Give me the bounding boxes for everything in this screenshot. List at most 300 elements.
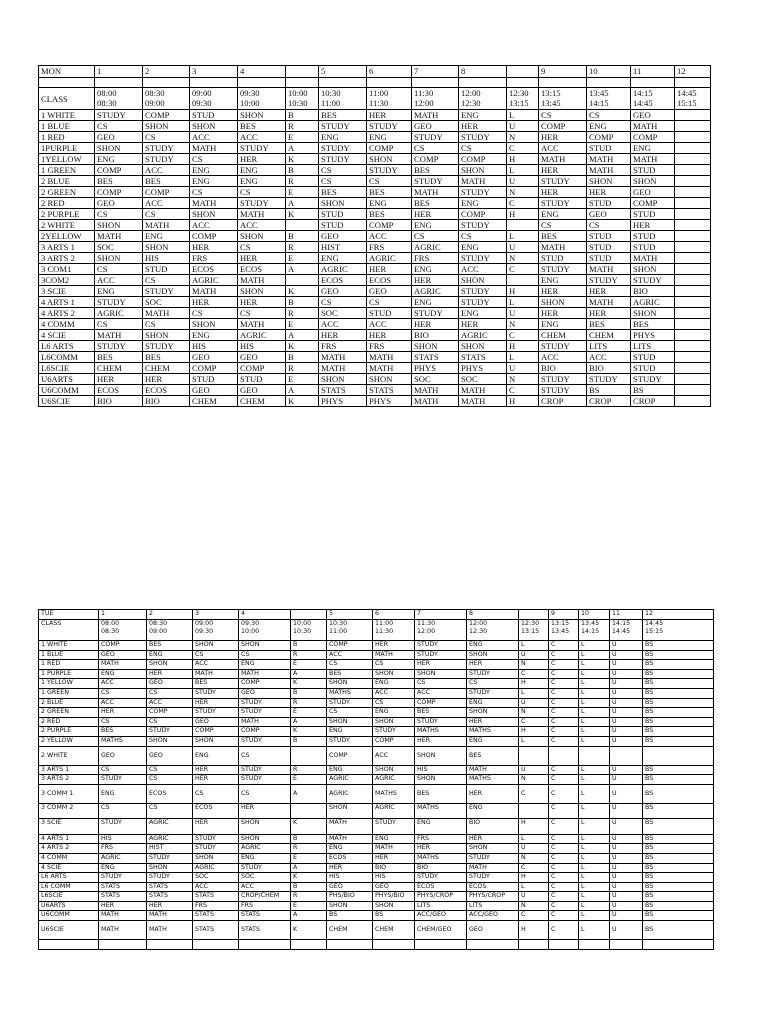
subject-cell: U	[519, 765, 549, 775]
time-cell	[610, 620, 643, 641]
subject-cell: HER	[190, 242, 238, 253]
subject-cell: STUDY	[373, 727, 415, 737]
subject-cell: SHON	[239, 834, 291, 844]
subject-cell: SHON	[459, 275, 507, 286]
subject-cell: BS	[643, 892, 714, 902]
subject-cell: L	[579, 641, 610, 651]
subject-cell: L	[579, 717, 610, 727]
subject-cell: SHON	[367, 374, 412, 385]
subject-cell: HER	[95, 374, 143, 385]
time-start: 08:00	[101, 620, 120, 627]
time-start: 12:00	[469, 620, 488, 627]
subject-cell: GEO	[99, 650, 147, 660]
subject-cell: U	[610, 698, 643, 708]
subject-cell: GEO	[373, 882, 415, 892]
subject-cell: MATH	[412, 110, 459, 121]
subject-cell: H	[519, 873, 549, 883]
empty-cell	[39, 78, 95, 88]
subject-cell: STUDY	[539, 374, 587, 385]
subject-cell: C	[549, 641, 579, 651]
subject-cell: GEO	[412, 121, 459, 132]
subject-cell: E	[286, 319, 319, 330]
subject-cell: CS	[147, 803, 193, 819]
subject-cell: HER	[412, 319, 459, 330]
table-row	[39, 286, 711, 297]
subject-cell: U	[610, 708, 643, 718]
table-row	[39, 341, 711, 352]
subject-cell: CS	[143, 275, 190, 286]
table-row	[39, 853, 714, 863]
subject-cell: ACC/GEO	[467, 911, 519, 921]
subject-cell: U	[610, 727, 643, 737]
subject-cell: R	[286, 363, 319, 374]
subject-cell: STUDY	[239, 863, 291, 873]
time-end: 10:30	[293, 628, 312, 635]
time-start: 11:00	[369, 88, 389, 98]
table-row	[39, 198, 711, 209]
subject-cell: C	[549, 803, 579, 819]
header-cell: 4	[239, 610, 291, 620]
subject-cell	[519, 746, 549, 765]
time-end: 09:00	[145, 98, 165, 108]
subject-cell: STUDY	[459, 187, 507, 198]
subject-cell: COMP	[367, 220, 412, 231]
subject-cell: SHON	[415, 669, 467, 679]
empty-cell	[415, 940, 467, 950]
subject-cell: HER	[467, 834, 519, 844]
subject-cell: H	[519, 679, 549, 689]
subject-cell: STUDY	[147, 853, 193, 863]
time-end: 10:30	[288, 98, 308, 108]
subject-cell: COMP	[143, 187, 190, 198]
subject-cell: U	[507, 121, 539, 132]
time-cell	[549, 620, 579, 641]
subject-cell: ACC	[367, 319, 412, 330]
empty-cell	[643, 940, 714, 950]
table-row	[39, 650, 714, 660]
subject-cell: STUDY	[467, 669, 519, 679]
subject-cell: U	[610, 688, 643, 698]
subject-cell: STUDY	[95, 110, 143, 121]
subject-cell: AGRIC	[239, 844, 291, 854]
class-name-cell: L6SCIE	[39, 363, 95, 374]
subject-cell: HIS	[238, 341, 286, 352]
time-cell	[373, 620, 415, 641]
subject-cell: BS	[643, 863, 714, 873]
subject-cell: GEO	[327, 882, 373, 892]
subject-cell: K	[291, 819, 327, 835]
subject-cell: HER	[467, 784, 519, 803]
subject-cell: GEO	[190, 385, 238, 396]
subject-cell: MATH	[193, 669, 239, 679]
subject-cell: CS	[99, 803, 147, 819]
subject-cell: ENG	[95, 286, 143, 297]
subject-cell: CHEM/GEO	[415, 921, 467, 940]
subject-cell: STUDY	[412, 176, 459, 187]
subject-cell: SHON	[147, 863, 193, 873]
subject-cell: ENG	[467, 736, 519, 746]
subject-cell: ACC	[327, 650, 373, 660]
subject-cell: GEO	[238, 385, 286, 396]
header-cell: 9	[549, 610, 579, 620]
subject-cell: GEO	[193, 717, 239, 727]
subject-cell: STUDY	[143, 143, 190, 154]
subject-cell: A	[291, 784, 327, 803]
subject-cell: FRS	[190, 253, 238, 264]
empty-cell	[193, 940, 239, 950]
class-name-cell: 3 ARTS 2	[39, 253, 95, 264]
subject-cell: C	[549, 853, 579, 863]
subject-cell: STUD	[631, 209, 675, 220]
subject-cell: SHON	[631, 264, 675, 275]
time-end: 12:30	[461, 98, 481, 108]
subject-cell: GEO	[631, 110, 675, 121]
class-name-cell: 2 PURPLE	[39, 727, 99, 737]
subject-cell: A	[286, 143, 319, 154]
class-name-cell: 1 WHITE	[39, 641, 99, 651]
subject-cell: MATH	[631, 154, 675, 165]
class-name-cell: L6SCIE	[39, 892, 99, 902]
empty-cell	[95, 78, 143, 88]
subject-cell: A	[286, 385, 319, 396]
subject-cell: BS	[643, 650, 714, 660]
header-cell: 1	[99, 610, 147, 620]
subject-cell: COMP	[327, 641, 373, 651]
subject-cell: GEO	[95, 198, 143, 209]
subject-cell: GEO	[631, 187, 675, 198]
subject-cell: ECOS	[190, 264, 238, 275]
time-cell	[286, 88, 319, 110]
subject-cell: CS	[239, 784, 291, 803]
subject-cell	[286, 220, 319, 231]
subject-cell: STUDY	[631, 275, 675, 286]
subject-cell: CHEM	[539, 330, 587, 341]
subject-cell: L	[579, 819, 610, 835]
subject-cell: ACC	[193, 882, 239, 892]
subject-cell	[579, 746, 610, 765]
subject-cell: FRS	[415, 834, 467, 844]
subject-cell: BS	[643, 727, 714, 737]
empty-cell	[39, 940, 99, 950]
subject-cell: MATH	[412, 187, 459, 198]
subject-cell: HER	[467, 660, 519, 670]
subject-cell: MATH	[587, 264, 631, 275]
header-cell	[291, 610, 327, 620]
subject-cell	[675, 297, 711, 308]
table-row	[39, 297, 711, 308]
table-row	[39, 911, 714, 921]
subject-cell: CS	[327, 708, 373, 718]
subject-cell: CS	[99, 688, 147, 698]
subject-cell: GEO	[319, 286, 367, 297]
subject-cell: STATS	[239, 911, 291, 921]
subject-cell: K	[291, 873, 327, 883]
empty-row	[39, 940, 714, 950]
subject-cell: FRS	[367, 341, 412, 352]
subject-cell: MATH	[238, 209, 286, 220]
subject-cell: STUD	[631, 352, 675, 363]
subject-cell: CS	[143, 319, 190, 330]
subject-cell: STUDY	[239, 736, 291, 746]
subject-cell: COMP	[190, 231, 238, 242]
header-cell: MON	[39, 66, 95, 78]
class-name-cell: 4 ARTS 1	[39, 834, 99, 844]
subject-cell: STUDY	[459, 253, 507, 264]
subject-cell: COMP	[415, 698, 467, 708]
subject-cell: ENG	[99, 863, 147, 873]
subject-cell: H	[507, 396, 539, 407]
subject-cell: STATS	[459, 352, 507, 363]
table-row	[39, 775, 714, 785]
subject-cell: CS	[467, 679, 519, 689]
subject-cell: C	[549, 765, 579, 775]
subject-cell: STUDY	[415, 873, 467, 883]
class-name-cell: 3 SCIE	[39, 286, 95, 297]
subject-cell: HER	[327, 863, 373, 873]
class-name-cell: 2 RED	[39, 717, 99, 727]
subject-cell: HER	[631, 220, 675, 231]
subject-cell: MATH	[99, 921, 147, 940]
subject-cell: U	[519, 650, 549, 660]
subject-cell: BES	[631, 319, 675, 330]
subject-cell: U	[610, 650, 643, 660]
empty-cell	[143, 78, 190, 88]
subject-cell: STUDY	[459, 297, 507, 308]
subject-cell: GEO	[239, 688, 291, 698]
subject-cell: ACC	[99, 679, 147, 689]
subject-cell: STUDY	[193, 834, 239, 844]
subject-cell: BS	[643, 901, 714, 911]
subject-cell: ENG	[412, 264, 459, 275]
subject-cell: C	[549, 708, 579, 718]
table-row	[39, 165, 711, 176]
subject-cell: ACC	[459, 264, 507, 275]
header-cell: 5	[319, 66, 367, 78]
subject-cell: STUD	[367, 308, 412, 319]
subject-cell: ACC/GEO	[415, 911, 467, 921]
header-cell: 3	[190, 66, 238, 78]
subject-cell: L	[579, 873, 610, 883]
subject-cell: STATS	[99, 892, 147, 902]
subject-cell: PHYS	[459, 363, 507, 374]
time-start: 12:30	[509, 88, 529, 98]
subject-cell	[675, 374, 711, 385]
class-name-cell: 1PURPLE	[39, 143, 95, 154]
subject-cell: STUD	[190, 110, 238, 121]
empty-cell	[147, 940, 193, 950]
subject-cell	[507, 220, 539, 231]
subject-cell: BES	[95, 352, 143, 363]
subject-cell: BS	[643, 717, 714, 727]
class-name-cell: 1 PURPLE	[39, 669, 99, 679]
subject-cell: BES	[95, 176, 143, 187]
time-cell	[587, 88, 631, 110]
subject-cell: SHON	[327, 803, 373, 819]
subject-cell: STUDY	[143, 286, 190, 297]
header-cell: 8	[459, 66, 507, 78]
table-row	[39, 736, 714, 746]
subject-cell: HER	[193, 775, 239, 785]
table-row	[39, 385, 711, 396]
subject-cell: COMP	[190, 363, 238, 374]
subject-cell: ENG	[99, 669, 147, 679]
subject-cell: STUDY	[631, 374, 675, 385]
subject-cell: U	[610, 853, 643, 863]
subject-cell: CS	[147, 775, 193, 785]
class-name-cell: 1 WHITE	[39, 110, 95, 121]
subject-cell: SOC	[95, 242, 143, 253]
table-row	[39, 264, 711, 275]
subject-cell: CS	[239, 746, 291, 765]
subject-cell	[643, 746, 714, 765]
subject-cell: AGRIC	[459, 330, 507, 341]
subject-cell: H	[519, 921, 549, 940]
class-name-cell: U6ARTS	[39, 374, 95, 385]
subject-cell: HER	[367, 330, 412, 341]
subject-cell: U	[610, 819, 643, 835]
subject-cell: U	[610, 882, 643, 892]
time-cell	[99, 620, 147, 641]
subject-cell: ENG	[319, 132, 367, 143]
table-row	[39, 819, 714, 835]
subject-cell: SHON	[143, 330, 190, 341]
subject-cell: GEO	[587, 209, 631, 220]
subject-cell: FRS	[99, 844, 147, 854]
table-row	[39, 727, 714, 737]
subject-cell: C	[549, 650, 579, 660]
time-cell	[319, 88, 367, 110]
subject-cell: BS	[643, 679, 714, 689]
subject-cell: GEO	[238, 352, 286, 363]
subject-cell: U	[610, 717, 643, 727]
subject-cell: U	[507, 308, 539, 319]
table-row	[39, 892, 714, 902]
subject-cell: U	[610, 844, 643, 854]
time-cell	[143, 88, 190, 110]
subject-cell: COMP	[143, 110, 190, 121]
subject-cell: E	[291, 853, 327, 863]
monday-timetable	[38, 65, 711, 407]
header-cell: 9	[539, 66, 587, 78]
time-end: 14:15	[581, 628, 600, 635]
subject-cell: HER	[373, 853, 415, 863]
subject-cell	[675, 154, 711, 165]
subject-cell: ECOS	[319, 275, 367, 286]
subject-cell: CS	[99, 765, 147, 775]
subject-cell: E	[291, 775, 327, 785]
subject-cell: SHON	[373, 901, 415, 911]
subject-cell: STUDY	[319, 121, 367, 132]
subject-cell: AGRIC	[412, 286, 459, 297]
subject-cell: U	[519, 844, 549, 854]
subject-cell: B	[286, 165, 319, 176]
subject-cell: FRS	[412, 253, 459, 264]
subject-cell: K	[286, 154, 319, 165]
subject-cell: STATS	[367, 385, 412, 396]
subject-cell: BS	[587, 385, 631, 396]
subject-cell: SHON	[239, 819, 291, 835]
subject-cell: BES	[539, 231, 587, 242]
subject-cell: C	[549, 736, 579, 746]
subject-cell: ENG	[327, 844, 373, 854]
table-row	[39, 660, 714, 670]
table-row	[39, 242, 711, 253]
subject-cell: CS	[190, 308, 238, 319]
subject-cell: ACC	[539, 352, 587, 363]
subject-cell: STUD	[587, 143, 631, 154]
subject-cell: MATHS	[467, 727, 519, 737]
subject-cell: L	[519, 882, 549, 892]
subject-cell: CROP	[539, 396, 587, 407]
subject-cell: BS	[643, 669, 714, 679]
subject-cell: CS	[193, 650, 239, 660]
time-cell	[239, 620, 291, 641]
subject-cell: SHON	[373, 669, 415, 679]
subject-cell: A	[291, 863, 327, 873]
subject-cell: N	[519, 901, 549, 911]
empty-cell	[631, 78, 675, 88]
class-name-cell: L6COMM	[39, 352, 95, 363]
subject-cell: C	[549, 819, 579, 835]
subject-cell: CS	[147, 765, 193, 775]
time-start: 13:15	[551, 620, 570, 627]
subject-cell: HER	[238, 297, 286, 308]
subject-cell: ECOS	[467, 882, 519, 892]
subject-cell: MATHS	[327, 688, 373, 698]
subject-cell: CHEM	[238, 396, 286, 407]
subject-cell: STUD	[539, 253, 587, 264]
table-row	[39, 330, 711, 341]
subject-cell: STUDY	[147, 873, 193, 883]
subject-cell: R	[286, 121, 319, 132]
subject-cell: E	[291, 660, 327, 670]
subject-cell: BS	[643, 765, 714, 775]
subject-cell: N	[519, 853, 549, 863]
time-start: 08:30	[145, 88, 165, 98]
subject-cell: L	[519, 641, 549, 651]
subject-cell: CS	[95, 319, 143, 330]
subject-cell: ENG	[373, 834, 415, 844]
time-cell	[467, 620, 519, 641]
subject-cell	[507, 275, 539, 286]
class-name-cell: L6 COMM	[39, 882, 99, 892]
subject-cell: MATH	[190, 286, 238, 297]
subject-cell	[675, 330, 711, 341]
subject-cell: HIS	[373, 873, 415, 883]
subject-cell: C	[549, 679, 579, 689]
subject-cell: ENG	[459, 198, 507, 209]
subject-cell: STATS	[99, 882, 147, 892]
subject-cell: L	[579, 784, 610, 803]
subject-cell: E	[286, 132, 319, 143]
subject-cell: BIO	[587, 363, 631, 374]
subject-cell: H	[507, 209, 539, 220]
subject-cell: R	[286, 308, 319, 319]
subject-cell: STUDY	[415, 650, 467, 660]
time-start: 14:45	[677, 88, 697, 98]
header-cell: 11	[631, 66, 675, 78]
subject-cell: STUDY	[193, 688, 239, 698]
subject-cell: AGRIC	[412, 242, 459, 253]
subject-cell: C	[549, 727, 579, 737]
subject-cell: E	[286, 374, 319, 385]
subject-cell: STUDY	[412, 308, 459, 319]
subject-cell: AGRIC	[373, 775, 415, 785]
subject-cell: ENG	[539, 275, 587, 286]
subject-cell: STATS	[147, 892, 193, 902]
subject-cell: AGRIC	[190, 275, 238, 286]
time-start: 10:30	[321, 88, 341, 98]
